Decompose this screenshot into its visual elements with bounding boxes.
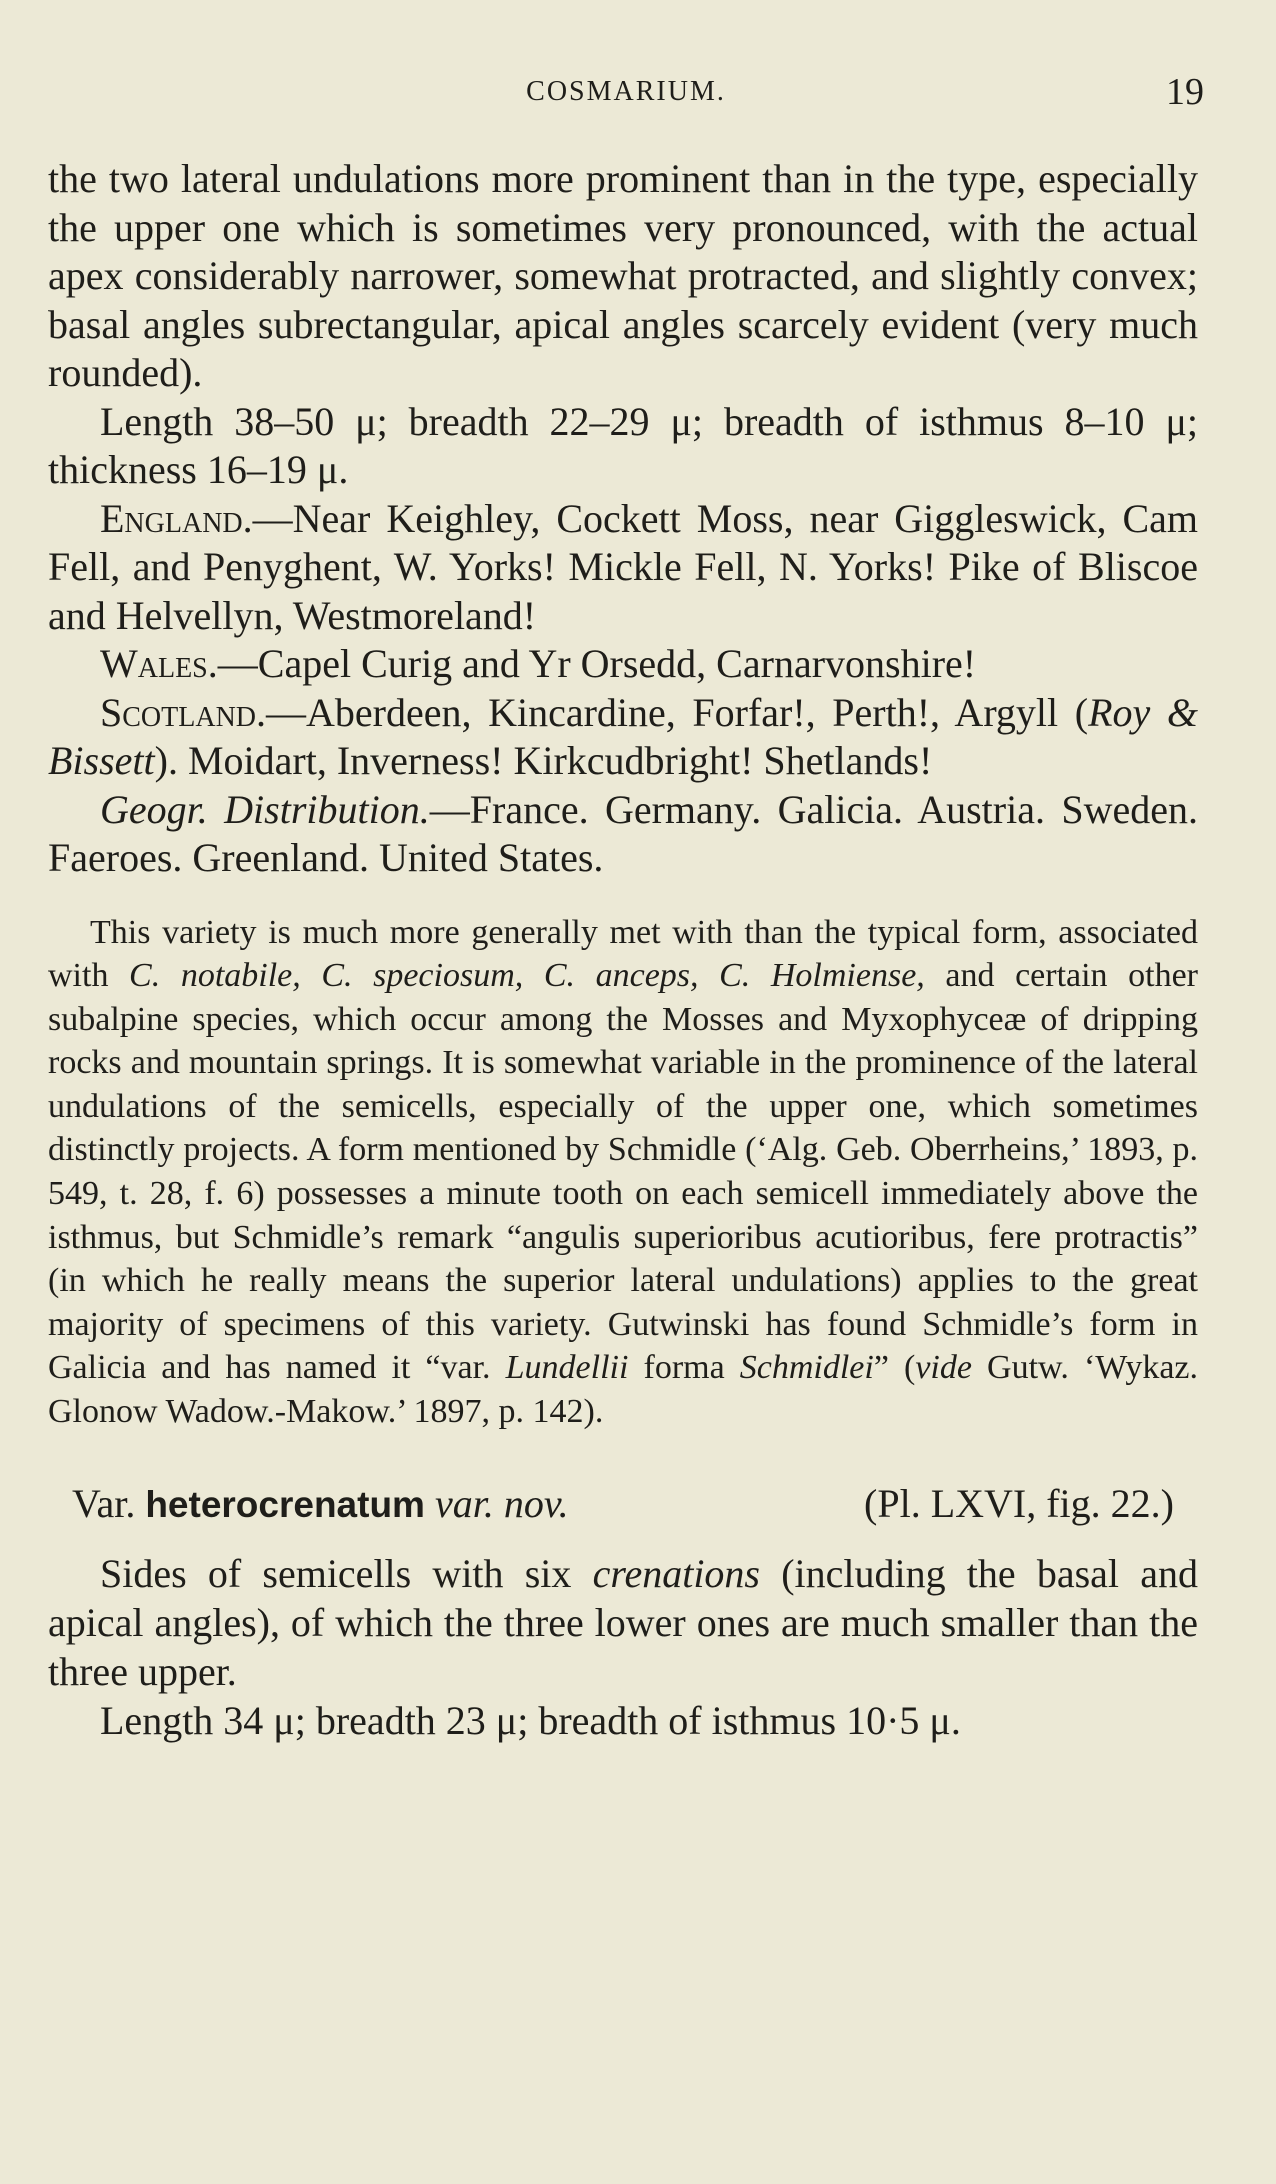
variety-prefix: Var.: [72, 1480, 146, 1526]
note-variety-name: Lundellii: [505, 1349, 629, 1387]
page-header: [48, 70, 1204, 114]
variety-name: heterocrenatum: [145, 1483, 425, 1525]
measurements-paragraph: Length 38–50 μ; breadth 22–29 μ; breadth of isthmus 8–10 μ; thickness 16–19 μ.: [48, 398, 1198, 492]
note-section: [48, 911, 1198, 1434]
scotland-label: Scotland: [100, 689, 257, 735]
description-measurements: Length 34 μ; breadth 23 μ; breadth of isthmus 10·5 μ.: [100, 1697, 961, 1743]
description-text: (including the basal and apical angles), of which the three lower ones are much smaller than the three upper.: [48, 1550, 1198, 1694]
variety-heading: [48, 1474, 1198, 1535]
description-text: Sides of semicells with six: [100, 1550, 593, 1596]
description-paragraph: [48, 1549, 1198, 1696]
note-text: Gutw. ‘Wykaz. Glonow Wadow.-Makow.’ 1897, p. 142).: [48, 1349, 1199, 1431]
wales-localities: .—Capel Curig and Yr Orsedd, Carnarvonshire!: [207, 641, 977, 686]
note-paragraph: [48, 911, 1198, 1434]
variety-figure-ref: (Pl. LXVI, fig. 22.): [864, 1480, 1174, 1526]
distribution-paragraph: [48, 786, 1198, 883]
description-term: crenations: [592, 1550, 760, 1596]
wales-paragraph: [48, 640, 1198, 689]
scotland-authors: Roy & Bissett: [48, 689, 1198, 783]
note-vide: vide: [915, 1349, 972, 1387]
diagnosis-paragraph: the two lateral undulations more prominent than in the type, especially the upper one which is sometimes very pronounced, with the actual apex considerably narrower, somewhat protracted, and slightly convex; basal angles subrectangular, apical angles scarcely evident (very much rounded).: [48, 156, 1198, 395]
scotland-paragraph: [48, 689, 1198, 786]
variety-qualifier: var. nov.: [424, 1480, 569, 1526]
note-text: and certain other subalpine species, which occur among the Mosses and Myxophyceæ of dripping rocks and mountain springs. It is somewhat variable in the prominence of the lateral undulations of the semicells, especially of the upper one, which sometimes distinctly projects. A form mentioned by Schmidle (‘Alg. Geb. Oberrheins,’ 1893, p. 549, t. 28, f. 6) possesses a minute tooth on each semicell immediately above the isthmus, but Schmidle’s remark “angulis superioribus acutioribus, fere protractis” (in which he really means the superior lateral undulations) applies to the great majority of specimens of this variety. Gutwinski has found Schmidle’s form in Galicia and has named it “var.: [48, 957, 1199, 1387]
wales-label: Wales: [100, 641, 208, 686]
scotland-localities-1: .—Aberdeen, Kincardine, Forfar!, Perth!, Argyll (: [256, 689, 1089, 735]
page-body: [48, 155, 1198, 1745]
england-localities: .—Near Keighley, Cockett Moss, near Giggleswick, Cam Fell, and Penyghent, W. Yorks! Mickle Fell, N. Yorks! Pike of Bliscoe and Helvellyn, Westmoreland!: [48, 495, 1198, 638]
distribution-label: Geogr. Distribution.: [100, 786, 430, 832]
note-text: forma: [628, 1349, 740, 1387]
species-text: [48, 155, 1198, 883]
variety-description: [48, 1549, 1198, 1745]
note-forma-name: Schmidlei: [739, 1349, 874, 1387]
page-number: 19: [1166, 71, 1204, 113]
note-text: ” (: [873, 1349, 916, 1387]
distribution-text: —France. Germany. Galicia. Austria. Sweden. Faeroes. Greenland. United States.: [48, 786, 1199, 880]
note-text: This variety is much more generally met with than the typical form, associated with: [48, 913, 1198, 995]
running-title: COSMARIUM.: [526, 76, 726, 107]
england-paragraph: [48, 495, 1198, 641]
scotland-localities-2: ). Moidart, Inverness! Kirkcudbright! Shetlands!: [154, 738, 933, 783]
note-species-names: C. notabile, C. speciosum, C. anceps, C. Holmiense,: [129, 957, 925, 995]
england-label: England: [100, 495, 243, 541]
